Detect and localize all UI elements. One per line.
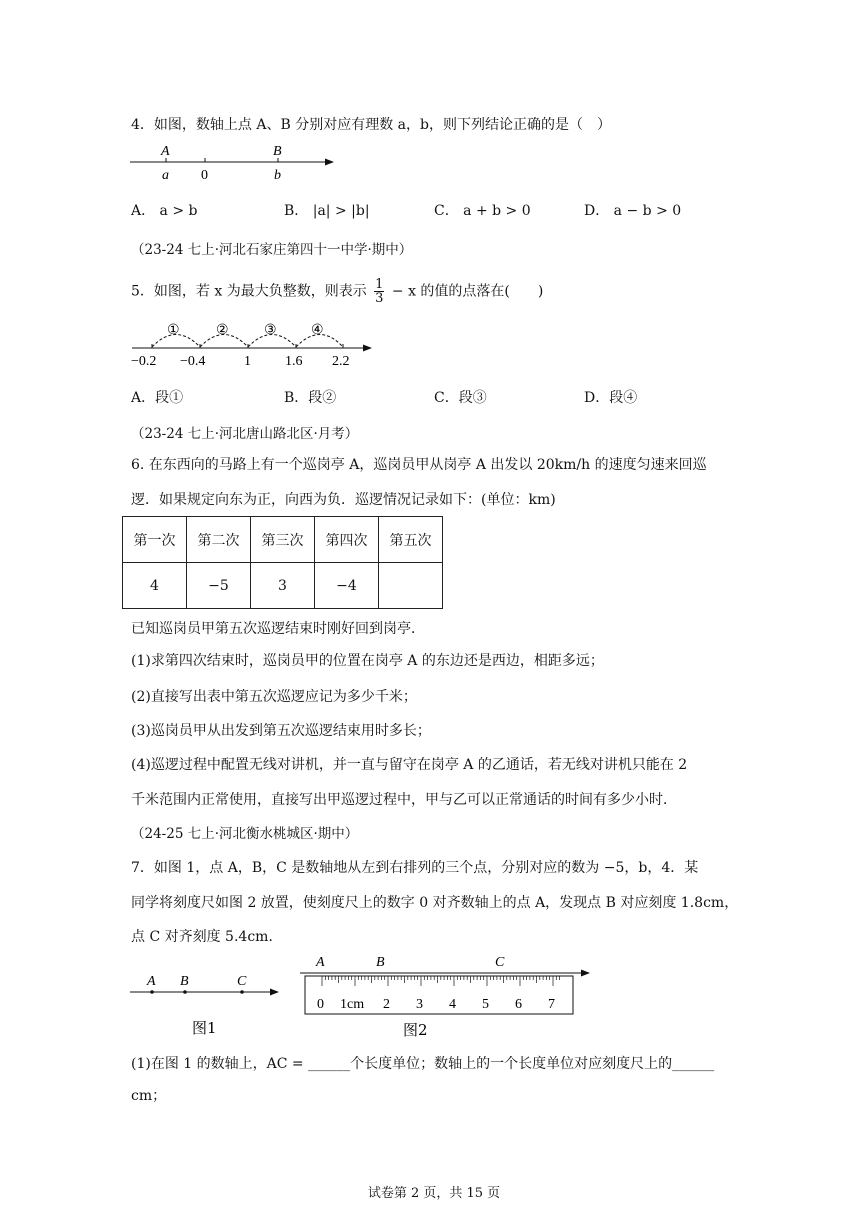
q7-stem-line1: 7．如图 1，点 A，B，C 是数轴地从左到右排列的三个点，分别对应的数为 −5，b，4．某 xyxy=(131,860,699,876)
table-header-cell: 第一次 xyxy=(123,517,187,563)
q5-segment-1: ① xyxy=(167,322,180,338)
q6-note: 已知巡岗员甲第五次巡逻结束时刚好回到岗亭． xyxy=(131,621,425,637)
q7-ruler-label-0: 0 xyxy=(317,997,324,1012)
table-cell: 4 xyxy=(123,563,187,609)
q7-ruler-label-3: 3 xyxy=(416,997,423,1012)
q4-option-d: D． a − b > 0 xyxy=(584,203,682,219)
table-header-cell: 第二次 xyxy=(187,517,251,563)
q7-ruler-label-6: 6 xyxy=(515,997,522,1012)
q5-option-a: A．段① xyxy=(131,390,184,406)
table-row xyxy=(123,563,443,609)
q5-number-line xyxy=(128,314,378,370)
q6-sub3: (3)巡岗员甲从出发到第五次巡逻结束用时多长； xyxy=(131,723,431,739)
table-header-cell: 第四次 xyxy=(315,517,379,563)
q7-ruler-label-4: 4 xyxy=(449,997,456,1012)
q6-sub2: (2)直接写出表中第五次巡逻应记为多少千米； xyxy=(131,689,417,705)
q7-sub1-line2: cm； xyxy=(131,1088,167,1104)
q7-fig2-point-A: A xyxy=(316,955,325,970)
table-header-row xyxy=(123,517,443,563)
table-cell xyxy=(379,563,443,609)
q5-segment-3: ③ xyxy=(264,322,277,338)
q5-option-c: C．段③ xyxy=(434,390,487,406)
table-cell: 3 xyxy=(251,563,315,609)
q7-figure-2 xyxy=(295,950,600,1042)
q5-tick-1: −0.2 xyxy=(131,354,157,369)
q7-fig1-point-B: B xyxy=(180,974,189,989)
q7-fig1-point-C: C xyxy=(237,974,247,989)
q4-number-line xyxy=(128,140,340,186)
q7-source: （24-25 七上·河北衡水桃城区·期中） xyxy=(131,826,359,842)
q5-tick-3: 1 xyxy=(244,354,251,369)
q7-ruler-label-2: 2 xyxy=(383,997,390,1012)
q6-stem-line2: 逻．如果规定向东为正，向西为负．巡逻情况记录如下：(单位：km) xyxy=(131,492,556,508)
ruler-ticks xyxy=(322,976,560,986)
q7-fig2-caption: 图2 xyxy=(403,1021,428,1039)
q7-ruler-label-7: 7 xyxy=(548,997,555,1012)
q7-sub1-line1: (1)在图 1 的数轴上，AC = ______个长度单位；数轴上的一个长度单位对应刻度尺上的______ xyxy=(131,1056,715,1072)
q4-point-B: B xyxy=(273,144,282,159)
q4-option-a: A． a > b xyxy=(131,203,198,219)
q5-segment-4: ④ xyxy=(311,322,324,338)
q5-option-b: B．段② xyxy=(284,390,337,406)
page-footer: 试卷第 2 页，共 15 页 xyxy=(367,1186,501,1201)
table-cell: −4 xyxy=(315,563,379,609)
q4-option-c: C． a + b > 0 xyxy=(434,203,531,219)
q5-fraction-den: 3 xyxy=(375,291,384,306)
q4-option-b: B． |a| > |b| xyxy=(284,203,370,219)
q7-ruler-label-5: 5 xyxy=(482,997,489,1012)
q7-figure-1 xyxy=(128,960,288,1040)
q5-stem xyxy=(131,278,543,305)
q7-stem-line2: 同学将刻度尺如图 2 放置，使刻度尺上的数字 0 对齐数轴上的点 A，发现点 B 对应刻度 1.8cm， xyxy=(131,895,739,911)
q5-option-d: D．段④ xyxy=(584,390,638,406)
q7-stem-line3: 点 C 对齐刻度 5.4cm． xyxy=(131,929,283,945)
q6-patrol-table xyxy=(122,516,443,609)
q5-fraction xyxy=(374,278,384,305)
table-header-cell: 第五次 xyxy=(379,517,443,563)
q6-source: （23-24 七上·河北唐山路北区·月考） xyxy=(131,426,359,442)
q5-stem-before: 5．如图，若 x 为最大负整数，则表示 xyxy=(131,283,367,300)
q6-stem-line1: 6. 在东西向的马路上有一个巡岗亭 A，巡岗员甲从岗亭 A 出发以 20km/h 的速度匀速来回巡 xyxy=(131,457,707,473)
q5-source: （23-24 七上·河北石家庄第四十一中学·期中） xyxy=(131,242,413,258)
q7-fig2-point-C: C xyxy=(495,955,505,970)
q7-ruler-label-1cm: 1cm xyxy=(340,997,365,1012)
q7-fig1-point-A: A xyxy=(147,974,156,989)
q5-tick-2: −0.4 xyxy=(180,354,206,369)
q7-fig2-point-B: B xyxy=(376,955,385,970)
q5-stem-after: − x 的值的点落在( ) xyxy=(391,283,544,300)
q5-fraction-num: 1 xyxy=(375,277,384,292)
table-cell: −5 xyxy=(187,563,251,609)
q5-tick-4: 1.6 xyxy=(285,354,303,369)
q4-point-A: A xyxy=(161,144,170,159)
q4-label-zero: 0 xyxy=(201,168,208,183)
q7-fig1-caption: 图1 xyxy=(192,1019,217,1037)
q4-label-a: a xyxy=(162,168,169,183)
q6-sub4-line1: (4)巡逻过程中配置无线对讲机，并一直与留守在岗亭 A 的乙通话，若无线对讲机只能在 2 xyxy=(131,757,688,773)
q5-segment-2: ② xyxy=(216,322,229,338)
q6-sub1: (1)求第四次结束时，巡岗员甲的位置在岗亭 A 的东边还是西边，相距多远； xyxy=(131,653,604,669)
q5-tick-5: 2.2 xyxy=(332,354,350,369)
table-header-cell: 第三次 xyxy=(251,517,315,563)
q4-label-b: b xyxy=(274,168,281,183)
q4-stem: 4．如图，数轴上点 A、B 分别对应有理数 a，b，则下列结论正确的是（ ） xyxy=(131,117,611,133)
q6-sub4-line2: 千米范围内正常使用，直接写出甲巡逻过程中，甲与乙可以正常通话的时间有多少小时． xyxy=(131,792,677,808)
